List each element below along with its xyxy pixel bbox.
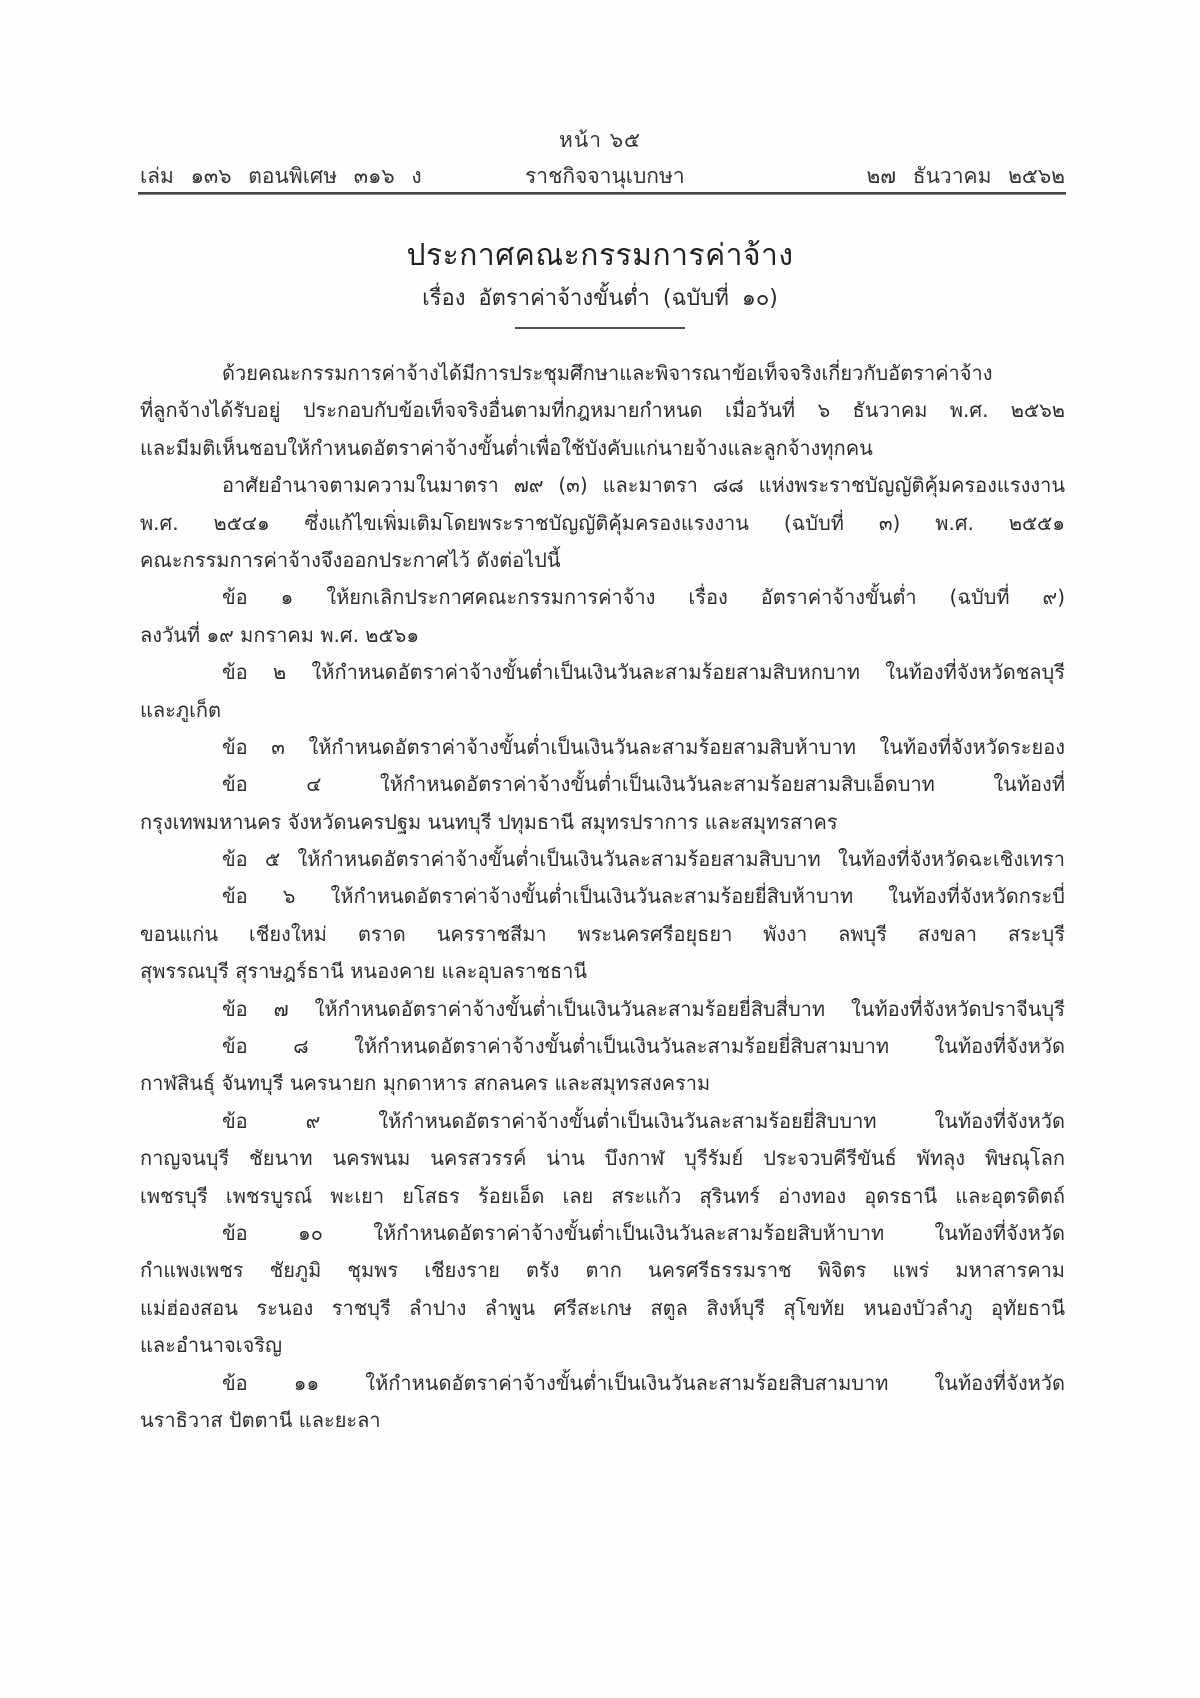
clause-4-line: ข้อ ๔ ให้กำหนดอัตราค่าจ้างขั้นต่ำเป็นเงินวันละสามร้อยสามสิบเอ็ดบาท ในท้องที่ [222, 772, 1065, 797]
clause-10-line: กำแพงเพชร ชัยภูมิ ชุมพร เชียงราย ตรัง ตาก นครศรีธรรมราช พิจิตร แพร่ มหาสารคาม [140, 1258, 1065, 1283]
document-subtitle: เรื่อง อัตราค่าจ้างขั้นต่ำ (ฉบับที่ ๑๐) [422, 286, 778, 311]
body-line: ที่ลูกจ้างได้รับอยู่ ประกอบกับข้อเท็จจริงอื่นตามที่กฎหมายกำหนด เมื่อวันที่ ๖ ธันวาคม พ.ศ. ๒๕๖๒ [140, 398, 1065, 423]
clause-10-line: แม่ฮ่องสอน ระนอง ราชบุรี ลำปาง ลำพูน ศรีสะเกษ สตูล สิงห์บุรี สุโขทัย หนองบัวลำภู อุทัยธานี [140, 1295, 1065, 1320]
clause-8-line: กาฬสินธุ์ จันทบุรี นครนายก มุกดาหาร สกลนคร และสมุทรสงคราม [140, 1071, 711, 1096]
clause-10-line: และอำนาจเจริญ [140, 1333, 283, 1358]
clause-6-line: ขอนแก่น เชียงใหม่ ตราด นครราชสีมา พระนครศรีอยุธยา พังงา ลพบุรี สงขลา สระบุรี [140, 921, 1065, 946]
clause-6-line: สุพรรณบุรี สุราษฎร์ธานี หนองคาย และอุบลราชธานี [140, 959, 588, 984]
publication-name: ราชกิจจานุเบกษา [525, 164, 685, 188]
clause-11-line: นราธิวาส ปัตตานี และยะลา [140, 1407, 381, 1432]
clause-2-line: และภูเก็ต [140, 697, 222, 722]
clause-2-line: ข้อ ๒ ให้กำหนดอัตราค่าจ้างขั้นต่ำเป็นเงินวันละสามร้อยสามสิบหกบาท ในท้องที่จังหวัดชลบุรี [222, 660, 1065, 685]
body-line: คณะกรรมการค่าจ้างจึงออกประกาศไว้ ดังต่อไปนี้ [140, 547, 561, 572]
volume-issue: เล่ม ๑๓๖ ตอนพิเศษ ๓๑๖ ง [140, 164, 422, 188]
clause-1-line: ลงวันที่ ๑๙ มกราคม พ.ศ. ๒๕๖๑ [140, 622, 420, 647]
page-number: หน้า ๖๕ [559, 128, 641, 152]
clause-9-line: เพชรบุรี เพชรบูรณ์ พะเยา ยโสธร ร้อยเอ็ด เลย สระแก้ว สุรินทร์ อ่างทอง อุดรธานี และอุตรดิตถ์ [140, 1183, 1065, 1208]
clause-9-line: ข้อ ๙ ให้กำหนดอัตราค่าจ้างขั้นต่ำเป็นเงินวันละสามร้อยยี่สิบบาท ในท้องที่จังหวัด [222, 1108, 1065, 1133]
body-line: พ.ศ. ๒๕๔๑ ซึ่งแก้ไขเพิ่มเติมโดยพระราชบัญญัติคุ้มครองแรงงาน (ฉบับที่ ๓) พ.ศ. ๒๕๕๑ [140, 510, 1065, 535]
clause-9-line: กาญจนบุรี ชัยนาท นครพนม นครสวรรค์ น่าน บึงกาฬ บุรีรัมย์ ประจวบคีรีขันธ์ พัทลุง พิษณุโลก [140, 1146, 1065, 1171]
clause-8-line: ข้อ ๘ ให้กำหนดอัตราค่าจ้างขั้นต่ำเป็นเงินวันละสามร้อยยี่สิบสามบาท ในท้องที่จังหวัด [222, 1034, 1065, 1059]
publication-date: ๒๗ ธันวาคม ๒๕๖๒ [866, 164, 1065, 188]
clause-6-line: ข้อ ๖ ให้กำหนดอัตราค่าจ้างขั้นต่ำเป็นเงินวันละสามร้อยยี่สิบห้าบาท ในท้องที่จังหวัดกระบี่ [222, 884, 1065, 909]
clause-5-line: ข้อ ๕ ให้กำหนดอัตราค่าจ้างขั้นต่ำเป็นเงินวันละสามร้อยสามสิบบาท ในท้องที่จังหวัดฉะเชิงเทรา [222, 847, 1065, 872]
body-line: และมีมติเห็นชอบให้กำหนดอัตราค่าจ้างขั้นต่ำเพื่อใช้บังคับแก่นายจ้างและลูกจ้างทุกคน [140, 435, 873, 460]
clause-10-line: ข้อ ๑๐ ให้กำหนดอัตราค่าจ้างขั้นต่ำเป็นเงินวันละสามร้อยสิบห้าบาท ในท้องที่จังหวัด [222, 1220, 1065, 1245]
title-divider [515, 327, 685, 329]
document-body [140, 355, 1065, 1439]
clause-7-line: ข้อ ๗ ให้กำหนดอัตราค่าจ้างขั้นต่ำเป็นเงินวันละสามร้อยยี่สิบสี่บาท ในท้องที่จังหวัดปราจีนบุรี [222, 996, 1065, 1021]
clause-4-line: กรุงเทพมหานคร จังหวัดนครปฐม นนทบุรี ปทุมธานี สมุทรปราการ และสมุทรสาคร [140, 809, 838, 834]
body-line: อาศัยอำนาจตามความในมาตรา ๗๙ (๓) และมาตรา ๘๘ แห่งพระราชบัญญัติคุ้มครองแรงงาน [222, 473, 1065, 498]
clause-11-line: ข้อ ๑๑ ให้กำหนดอัตราค่าจ้างขั้นต่ำเป็นเงินวันละสามร้อยสิบสามบาท ในท้องที่จังหวัด [222, 1370, 1065, 1395]
body-line: ด้วยคณะกรรมการค่าจ้างได้มีการประชุมศึกษาและพิจารณาข้อเท็จจริงเกี่ยวกับอัตราค่าจ้าง [222, 361, 993, 385]
header-divider [138, 192, 1066, 195]
clause-3-line: ข้อ ๓ ให้กำหนดอัตราค่าจ้างขั้นต่ำเป็นเงินวันละสามร้อยสามสิบห้าบาท ในท้องที่จังหวัดระยอง [222, 734, 1065, 759]
document-title: ประกาศคณะกรรมการค่าจ้าง [406, 238, 794, 273]
gazette-running-header [140, 160, 1065, 190]
clause-1-line: ข้อ ๑ ให้ยกเลิกประกาศคณะกรรมการค่าจ้าง เรื่อง อัตราค่าจ้างขั้นต่ำ (ฉบับที่ ๙) [222, 585, 1065, 610]
